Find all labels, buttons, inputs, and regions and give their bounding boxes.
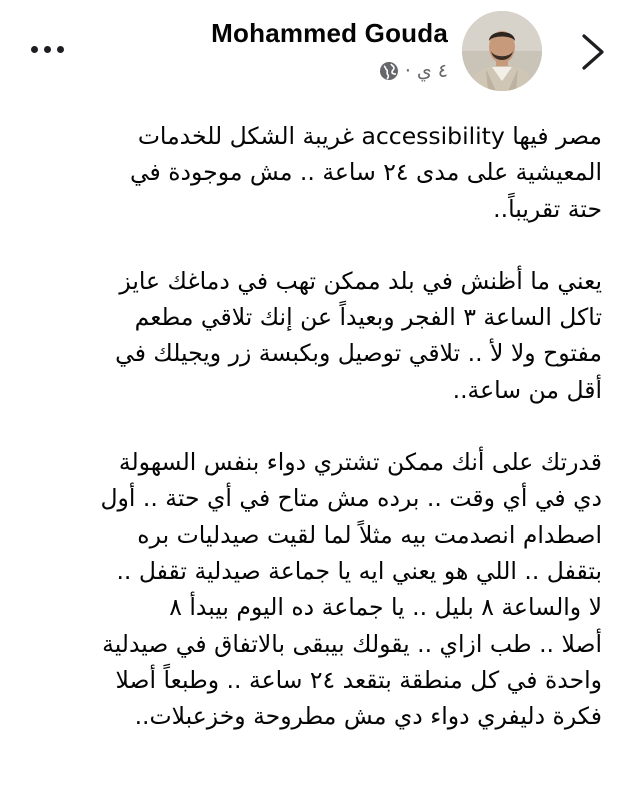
post-line: حتة تقريباً.. — [493, 194, 602, 223]
author-name[interactable]: Mohammed Gouda — [211, 18, 448, 48]
post-time[interactable]: ٤ ي — [416, 60, 448, 82]
post-meta — [379, 60, 448, 82]
back-button[interactable] — [572, 30, 612, 74]
chevron-right-icon — [572, 30, 612, 74]
more-options-icon — [31, 46, 38, 53]
post-line: يعني ما أظنش في بلد ممكن تهب في دماغك عايز — [119, 266, 602, 295]
post-text — [40, 118, 602, 770]
post-line: تاكل الساعة ٣ الفجر وبعيداً عن إنك تلاقي مطعم — [134, 303, 602, 332]
post-line: واحدة في كل منطقة بتقعد ٢٤ ساعة .. وطبعاً أصلا — [115, 665, 602, 694]
avatar[interactable] — [462, 11, 542, 91]
post-paragraph-3 — [40, 444, 602, 734]
more-options-button[interactable] — [24, 32, 70, 66]
post-line: اصطدام انصدمت بيه مثلاً لما لقيت صيدليات بره — [137, 520, 602, 549]
post-line: مصر فيها accessibility غريبة الشكل للخدمات — [137, 122, 602, 150]
post-paragraph-1 — [40, 118, 602, 227]
meta-separator: · — [404, 60, 411, 82]
post-header — [0, 0, 638, 100]
post-paragraph-2 — [40, 263, 602, 408]
post-line: لا والساعة ٨ بليل .. يا جماعة ده اليوم بيبدأ ٨ — [169, 593, 602, 622]
post-line: أصلا .. طب ازاي .. يقولك بيبقى بالاتفاق في صيدلية — [102, 629, 602, 658]
more-options-dot — [57, 46, 64, 53]
post-line: دي في أي وقت .. برده مش متاح في أي حتة .. أول — [100, 484, 602, 513]
post-line: بتقفل .. اللي هو يعني ايه يا جماعة صيدلية تقفل .. — [116, 556, 602, 585]
post-line: المعيشية على مدى ٢٤ ساعة .. مش موجودة في — [129, 158, 602, 187]
post-line: أقل من ساعة.. — [452, 375, 602, 404]
post-line: قدرتك على أنك ممكن تشتري دواء بنفس السهولة — [118, 448, 602, 477]
globe-icon — [379, 61, 399, 81]
more-options-dot — [44, 46, 51, 53]
post-line: فكرة دليفري دواء دي مش مطروحة وخزعبلات.. — [134, 702, 602, 731]
post-line: مفتوح ولا لأ .. تلاقي توصيل وبكبسة زر ويجيلك في — [115, 339, 602, 368]
